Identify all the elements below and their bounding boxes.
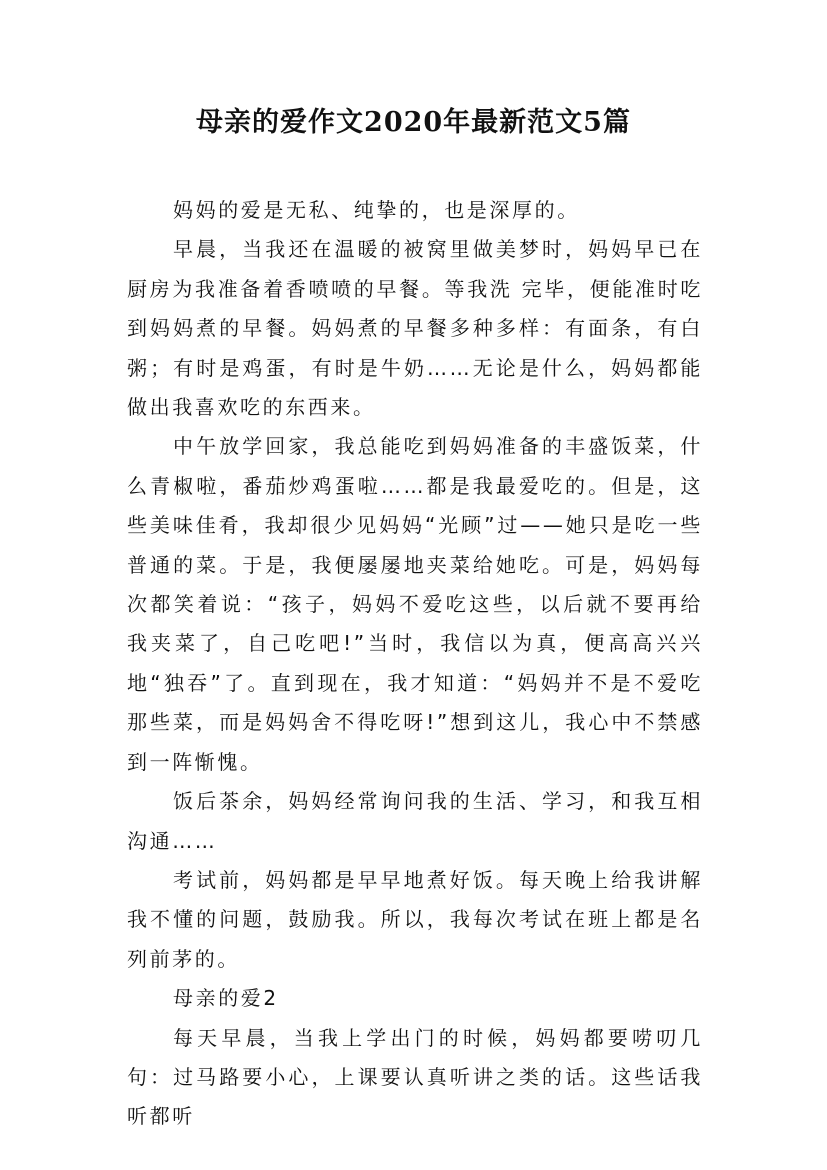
paragraph: 考试前，妈妈都是早早地煮好饭。每天晚上给我讲解我不懂的问题，鼓励我。所以，我每次考试在班上都是名列前茅的。	[127, 867, 703, 971]
paragraph: 妈妈的爱是无私、纯挚的，也是深厚的。	[173, 198, 580, 222]
paragraph: 早晨，当我还在温暖的被窝里做美梦时，妈妈早已在厨房为我准备着香喷喷的早餐。等我洗 完毕，便能准时吃到妈妈煮的早餐。妈妈煮的早餐多种多样：有面条，有白粥；有时是鸡蛋，有时是牛奶……无论是什么，妈妈都能做出我喜欢吃的东西来。	[127, 237, 703, 420]
paragraph: 饭后茶余，妈妈经常询问我的生活、学习，和我互相沟通……	[127, 789, 703, 853]
document-title: 母亲的爱作文2020年最新范文5篇	[196, 107, 631, 138]
paragraph: 每天早晨，当我上学出门的时候，妈妈都要唠叨几句：过马路要小心，上课要认真听讲之类的话。这些话我听都听	[127, 1025, 703, 1129]
paragraph: 中午放学回家，我总能吃到妈妈准备的丰盛饭菜，什么青椒啦，番茄炒鸡蛋啦……都是我最爱吃的。但是，这些美味佳肴，我却很少见妈妈“光顾”过——她只是吃一些普通的菜。于是，我便屡屡地夹菜给她吃。可是，妈妈每次都笑着说：“孩子，妈妈不爱吃这些，以后就不要再给我夹菜了，自己吃吧!”当时，我信以为真，便高高兴兴地“独吞”了。直到现在，我才知道：“妈妈并不是不爱吃那些菜，而是妈妈舍不得吃呀!”想到这儿，我心中不禁感到一阵惭愧。	[127, 434, 703, 774]
section-heading: 母亲的爱2	[173, 986, 279, 1011]
document-body	[127, 191, 703, 1137]
